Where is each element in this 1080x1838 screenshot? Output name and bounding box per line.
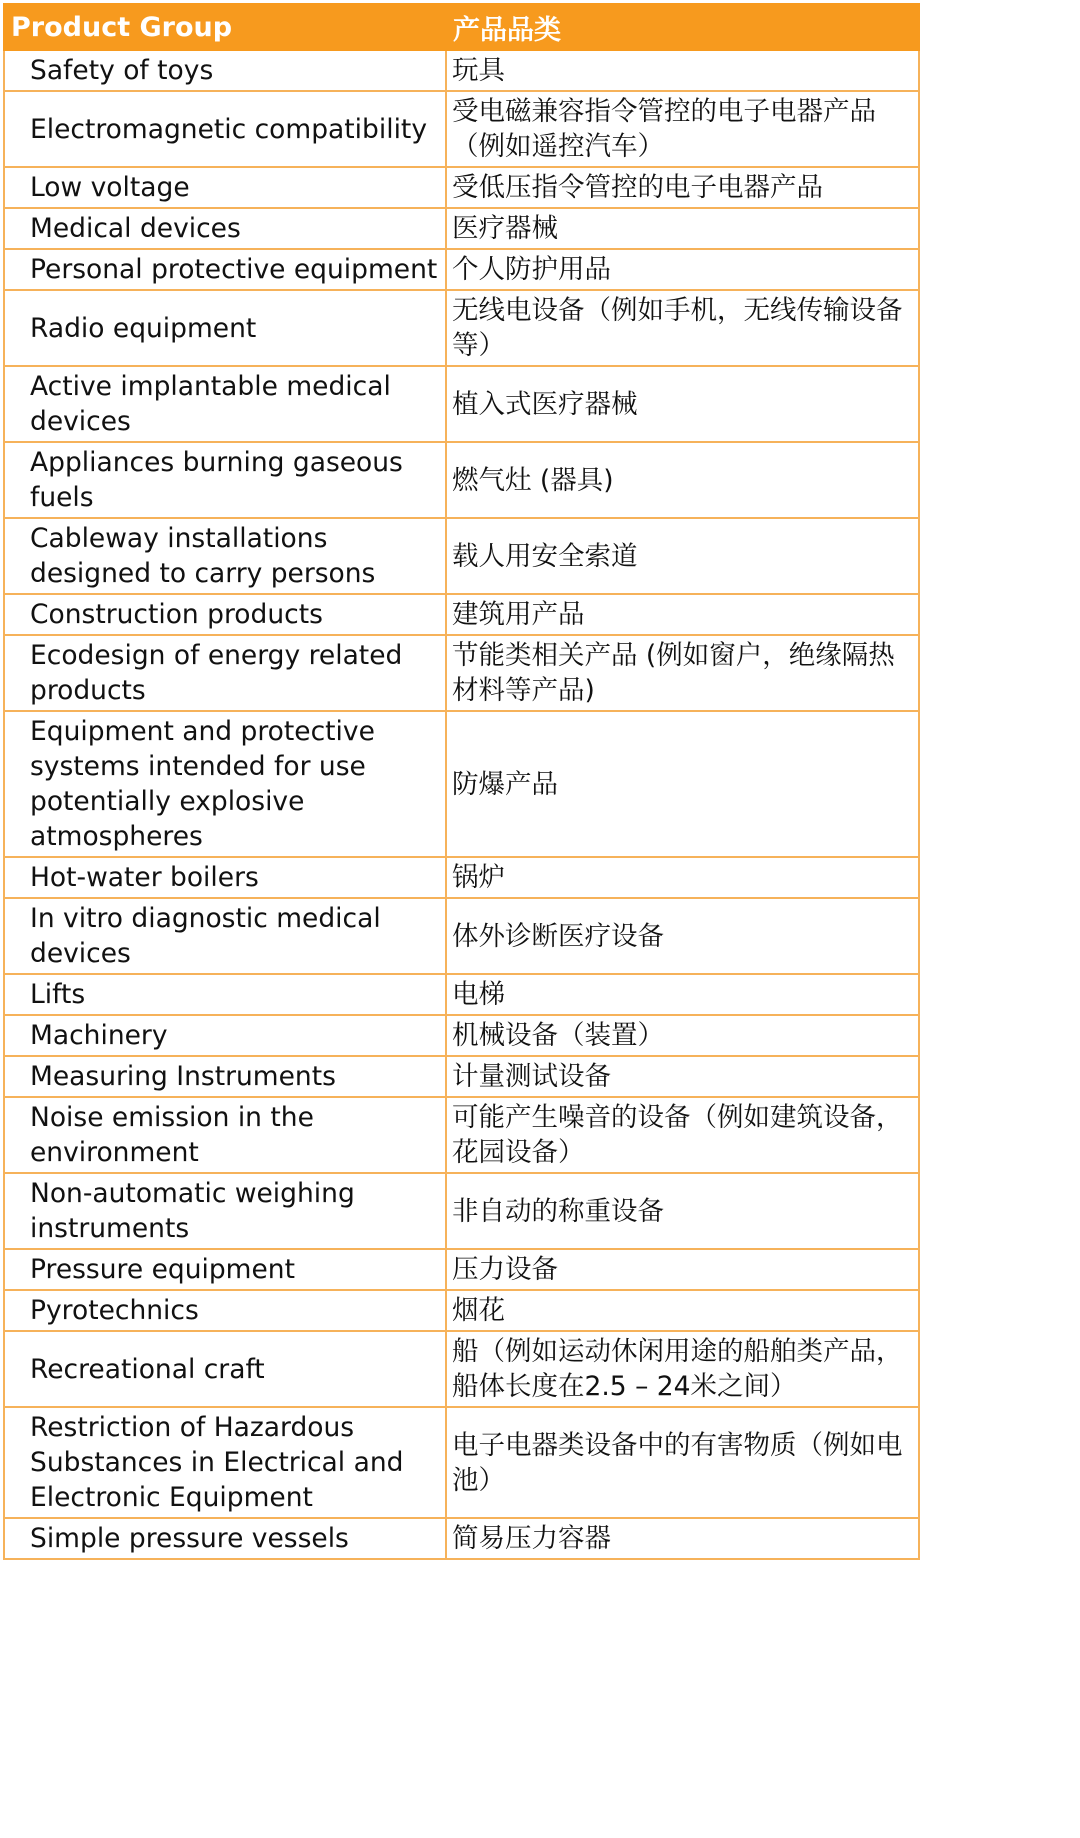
table-row: [4, 635, 919, 711]
product-group-cell: In vitro diagnostic medical devices: [4, 898, 446, 974]
header-row: [4, 4, 919, 50]
product-group-cell: Lifts: [4, 974, 446, 1015]
table-row: [4, 1518, 919, 1559]
category-zh-cell: 建筑用产品: [446, 594, 919, 635]
category-zh-cell: 受电磁兼容指令管控的电子电器产品（例如遥控汽车）: [446, 91, 919, 167]
table-row: [4, 857, 919, 898]
category-zh-cell: 节能类相关产品 (例如窗户，绝缘隔热材料等产品): [446, 635, 919, 711]
product-group-cell: Non-automatic weighing instruments: [4, 1173, 446, 1249]
category-zh-cell: 电子电器类设备中的有害物质（例如电池）: [446, 1407, 919, 1518]
table-row: [4, 167, 919, 208]
product-group-cell: Machinery: [4, 1015, 446, 1056]
product-group-cell: Measuring Instruments: [4, 1056, 446, 1097]
table-row: [4, 594, 919, 635]
category-zh-cell: 电梯: [446, 974, 919, 1015]
category-zh-cell: 无线电设备（例如手机，无线传输设备等）: [446, 290, 919, 366]
product-group-cell: Pyrotechnics: [4, 1290, 446, 1331]
table-row: [4, 974, 919, 1015]
category-zh-cell: 计量测试设备: [446, 1056, 919, 1097]
category-zh-cell: 体外诊断医疗设备: [446, 898, 919, 974]
product-group-cell: Safety of toys: [4, 50, 446, 91]
category-zh-cell: 植入式医疗器械: [446, 366, 919, 442]
product-group-table-container: [3, 3, 918, 1560]
product-group-cell: Radio equipment: [4, 290, 446, 366]
table-row: [4, 208, 919, 249]
category-zh-cell: 简易压力容器: [446, 1518, 919, 1559]
category-zh-cell: 燃气灶 (器具): [446, 442, 919, 518]
product-group-table: [3, 3, 920, 1560]
category-zh-cell: 可能产生噪音的设备（例如建筑设备，花园设备）: [446, 1097, 919, 1173]
category-zh-cell: 烟花: [446, 1290, 919, 1331]
table-row: [4, 290, 919, 366]
table-row: [4, 1290, 919, 1331]
product-group-cell: Appliances burning gaseous fuels: [4, 442, 446, 518]
header-product-group: Product Group: [4, 4, 446, 50]
table-row: [4, 50, 919, 91]
category-zh-cell: 受低压指令管控的电子电器产品: [446, 167, 919, 208]
table-row: [4, 249, 919, 290]
table-row: [4, 1097, 919, 1173]
product-group-cell: Personal protective equipment: [4, 249, 446, 290]
header-category-zh: 产品品类: [446, 4, 919, 50]
category-zh-cell: 医疗器械: [446, 208, 919, 249]
category-zh-cell: 非自动的称重设备: [446, 1173, 919, 1249]
table-body: [4, 50, 919, 1559]
table-row: [4, 898, 919, 974]
table-row: [4, 442, 919, 518]
table-row: [4, 1331, 919, 1407]
product-group-cell: Construction products: [4, 594, 446, 635]
product-group-cell: Simple pressure vessels: [4, 1518, 446, 1559]
table-row: [4, 711, 919, 857]
product-group-cell: Cableway installations designed to carry persons: [4, 518, 446, 594]
product-group-cell: Hot-water boilers: [4, 857, 446, 898]
category-zh-cell: 锅炉: [446, 857, 919, 898]
product-group-cell: Pressure equipment: [4, 1249, 446, 1290]
table-row: [4, 1249, 919, 1290]
category-zh-cell: 个人防护用品: [446, 249, 919, 290]
category-zh-cell: 机械设备（装置）: [446, 1015, 919, 1056]
product-group-cell: Electromagnetic compatibility: [4, 91, 446, 167]
table-row: [4, 91, 919, 167]
category-zh-cell: 船（例如运动休闲用途的船舶类产品，船体长度在2.5 – 24米之间）: [446, 1331, 919, 1407]
category-zh-cell: 压力设备: [446, 1249, 919, 1290]
product-group-cell: Ecodesign of energy related products: [4, 635, 446, 711]
table-row: [4, 1173, 919, 1249]
table-row: [4, 518, 919, 594]
product-group-cell: Noise emission in the environment: [4, 1097, 446, 1173]
product-group-cell: Active implantable medical devices: [4, 366, 446, 442]
product-group-cell: Equipment and protective systems intended for use potentially explosive atmospheres: [4, 711, 446, 857]
table-row: [4, 1407, 919, 1518]
category-zh-cell: 玩具: [446, 50, 919, 91]
table-header: [4, 4, 919, 50]
product-group-cell: Restriction of Hazardous Substances in Electrical and Electronic Equipment: [4, 1407, 446, 1518]
table-row: [4, 366, 919, 442]
category-zh-cell: 防爆产品: [446, 711, 919, 857]
category-zh-cell: 载人用安全索道: [446, 518, 919, 594]
table-row: [4, 1056, 919, 1097]
table-row: [4, 1015, 919, 1056]
product-group-cell: Medical devices: [4, 208, 446, 249]
product-group-cell: Low voltage: [4, 167, 446, 208]
product-group-cell: Recreational craft: [4, 1331, 446, 1407]
